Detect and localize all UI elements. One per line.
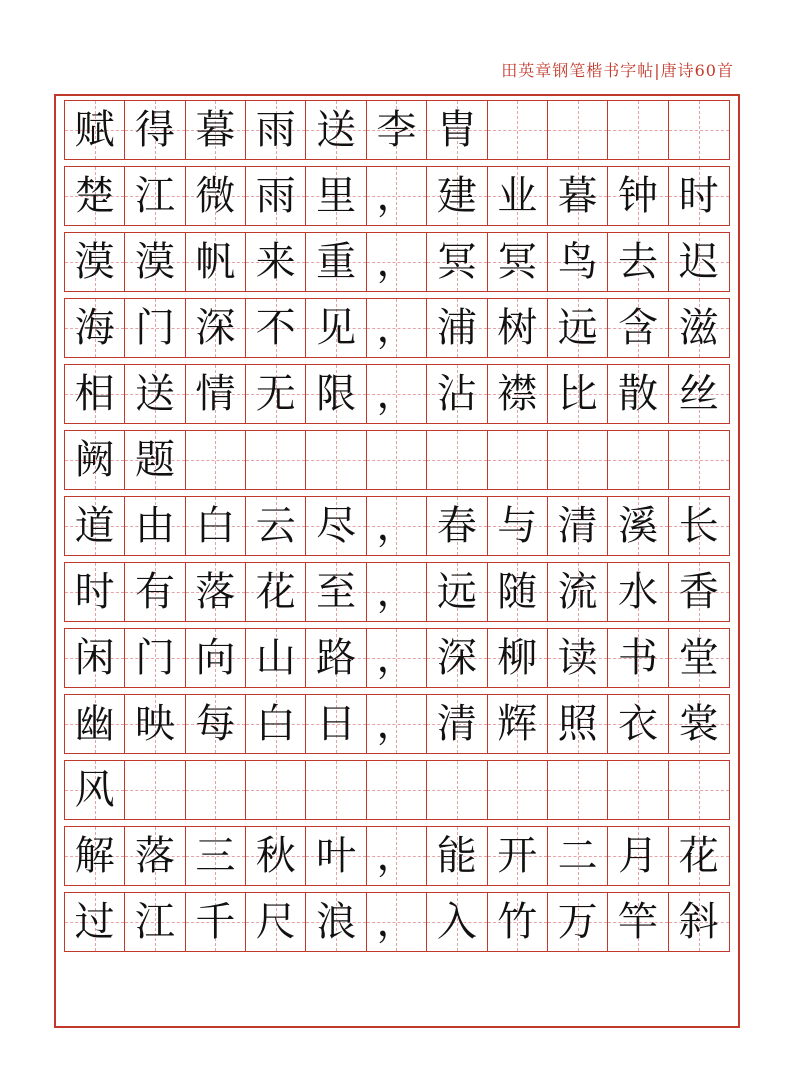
cell-character: ， [376,305,417,351]
cell-character: 辉 [497,701,538,747]
cell-character: 每 [195,701,236,747]
grid-cell [669,101,729,159]
grid-cell [608,365,668,423]
cell-character: 春 [436,503,477,549]
grid-cell [186,299,246,357]
cell-character: 斜 [678,899,719,945]
grid-cell [548,365,608,423]
grid-cell [65,101,125,159]
cell-character: 千 [195,899,236,945]
cell-character: 浦 [436,305,477,351]
cell-character: ， [376,635,417,681]
grid-row [64,232,730,292]
grid-cell [186,365,246,423]
practice-grid [64,100,730,952]
grid-cell [65,761,125,819]
grid-cell [306,497,366,555]
grid-cell [488,299,548,357]
grid-cell [427,167,487,225]
grid-cell [427,761,487,819]
grid-cell [246,827,306,885]
cell-character: 随 [497,569,538,615]
grid-cell [669,695,729,753]
grid-cell [427,497,487,555]
grid-cell [488,365,548,423]
cell-character: 冥 [497,239,538,285]
grid-cell [488,695,548,753]
cell-character: 江 [135,173,176,219]
grid-cell [427,365,487,423]
cell-character: 白 [195,503,236,549]
cell-character: 胄 [436,107,477,153]
cell-character: 相 [74,371,115,417]
cell-character: 建 [436,173,477,219]
cell-character: 照 [557,701,598,747]
cell-character: 沾 [436,371,477,417]
cell-character: 花 [678,833,719,879]
cell-character: 日 [316,701,357,747]
cell-character: 白 [255,701,296,747]
cell-character: 香 [678,569,719,615]
grid-cell [427,827,487,885]
grid-cell [488,563,548,621]
grid-cell [669,761,729,819]
cell-character: 雨 [255,173,296,219]
cell-character: ， [376,569,417,615]
grid-cell [65,299,125,357]
grid-cell [608,629,668,687]
cell-character: 开 [497,833,538,879]
cell-character: 重 [316,239,357,285]
grid-cell [125,695,185,753]
cell-character: 清 [557,503,598,549]
grid-cell [548,761,608,819]
cell-character: 门 [135,635,176,681]
grid-cell [367,497,427,555]
grid-cell [306,431,366,489]
grid-cell [488,233,548,291]
cell-character: 来 [255,239,296,285]
cell-character: 业 [497,173,538,219]
grid-cell [608,497,668,555]
grid-cell [246,497,306,555]
grid-cell [186,101,246,159]
grid-cell [65,431,125,489]
cell-character: 暮 [195,107,236,153]
grid-cell [306,233,366,291]
grid-cell [427,299,487,357]
grid-cell [65,629,125,687]
grid-cell [669,365,729,423]
grid-cell [246,761,306,819]
cell-character: 漠 [74,239,115,285]
cell-character: 读 [557,635,598,681]
cell-character: 远 [557,305,598,351]
cell-character: 鸟 [557,239,598,285]
cell-character: 柳 [497,635,538,681]
cell-character: 无 [255,371,296,417]
grid-cell [246,365,306,423]
cell-character: 由 [135,503,176,549]
grid-cell [488,101,548,159]
cell-character: 衣 [617,701,658,747]
grid-cell [367,695,427,753]
cell-character: ， [376,173,417,219]
grid-cell [306,827,366,885]
cell-character: 深 [436,635,477,681]
cell-character: 深 [195,305,236,351]
cell-character: 题 [135,437,176,483]
grid-cell [186,497,246,555]
cell-character: 门 [135,305,176,351]
cell-character: 秋 [255,833,296,879]
cell-character: 不 [255,305,296,351]
grid-cell [488,629,548,687]
cell-character: 李 [376,107,417,153]
cell-character: 里 [316,173,357,219]
cell-character: 入 [436,899,477,945]
cell-character: 限 [316,371,357,417]
grid-cell [427,629,487,687]
page-header: 田英章钢笔楷书字帖|唐诗60首 [501,61,734,80]
cell-character: 时 [74,569,115,615]
grid-cell [548,167,608,225]
cell-character: 散 [617,371,658,417]
grid-cell [125,431,185,489]
cell-character: ， [376,239,417,285]
cell-character: 赋 [74,107,115,153]
cell-character: 与 [497,503,538,549]
grid-cell [186,167,246,225]
grid-cell [186,431,246,489]
grid-cell [367,431,427,489]
grid-cell [186,827,246,885]
grid-cell [669,497,729,555]
cell-character: 三 [195,833,236,879]
grid-cell [548,299,608,357]
grid-cell [306,629,366,687]
grid-cell [125,365,185,423]
cell-character: 风 [74,767,115,813]
cell-character: 丝 [678,371,719,417]
grid-cell [548,563,608,621]
grid-cell [65,563,125,621]
grid-cell [65,695,125,753]
grid-cell [125,761,185,819]
grid-row [64,100,730,160]
cell-character: 见 [316,305,357,351]
cell-character: 叶 [316,833,357,879]
cell-character: 微 [195,173,236,219]
grid-cell [608,893,668,951]
grid-cell [65,497,125,555]
grid-cell [548,431,608,489]
cell-character: 海 [74,305,115,351]
grid-row [64,364,730,424]
cell-character: 清 [436,701,477,747]
grid-cell [125,497,185,555]
grid-cell [246,431,306,489]
grid-row [64,892,730,952]
grid-cell [367,563,427,621]
grid-cell [306,695,366,753]
grid-cell [669,827,729,885]
grid-cell [186,233,246,291]
cell-character: 暮 [557,173,598,219]
grid-cell [125,893,185,951]
cell-character: 楚 [74,173,115,219]
grid-cell [306,365,366,423]
cell-character: 裳 [678,701,719,747]
grid-cell [186,761,246,819]
grid-row [64,760,730,820]
grid-cell [306,761,366,819]
grid-cell [306,167,366,225]
cell-character: 过 [74,899,115,945]
grid-cell [306,299,366,357]
cell-character: ， [376,371,417,417]
cell-character: 落 [135,833,176,879]
grid-cell [488,497,548,555]
grid-cell [125,233,185,291]
grid-cell [608,299,668,357]
grid-cell [608,167,668,225]
grid-row [64,298,730,358]
grid-cell [427,431,487,489]
cell-character: 含 [617,305,658,351]
grid-cell [427,893,487,951]
cell-character: 江 [135,899,176,945]
grid-cell [427,101,487,159]
cell-character: 送 [135,371,176,417]
cell-character: 漠 [135,239,176,285]
grid-cell [186,563,246,621]
grid-cell [125,101,185,159]
grid-cell [186,629,246,687]
cell-character: 长 [678,503,719,549]
cell-character: 二 [557,833,598,879]
grid-cell [367,893,427,951]
cell-character: 冥 [436,239,477,285]
grid-cell [669,233,729,291]
cell-character: 向 [195,635,236,681]
grid-cell [65,167,125,225]
grid-cell [367,299,427,357]
grid-cell [427,563,487,621]
grid-cell [608,827,668,885]
grid-cell [367,761,427,819]
grid-cell [367,101,427,159]
cell-character: ， [376,701,417,747]
grid-cell [125,827,185,885]
cell-character: 万 [557,899,598,945]
grid-cell [608,431,668,489]
grid-cell [306,101,366,159]
cell-character: 幽 [74,701,115,747]
cell-character: 花 [255,569,296,615]
grid-cell [608,233,668,291]
grid-cell [306,563,366,621]
grid-cell [488,431,548,489]
grid-cell [608,563,668,621]
cell-character: 有 [135,569,176,615]
cell-character: 迟 [678,239,719,285]
grid-row [64,694,730,754]
grid-cell [548,497,608,555]
cell-character: 襟 [497,371,538,417]
grid-cell [367,629,427,687]
grid-cell [306,893,366,951]
cell-character: 得 [135,107,176,153]
cell-character: 能 [436,833,477,879]
grid-cell [488,827,548,885]
cell-character: 钟 [617,173,658,219]
grid-cell [65,893,125,951]
cell-character: ， [376,833,417,879]
cell-character: 阙 [74,437,115,483]
grid-cell [367,827,427,885]
cell-character: 竹 [497,899,538,945]
cell-character: 尺 [255,899,296,945]
grid-row [64,166,730,226]
grid-cell [548,695,608,753]
cell-character: 堂 [678,635,719,681]
grid-cell [427,695,487,753]
grid-cell [669,167,729,225]
cell-character: 雨 [255,107,296,153]
grid-cell [125,563,185,621]
grid-cell [367,233,427,291]
cell-character: 月 [617,833,658,879]
grid-cell [246,167,306,225]
grid-cell [125,299,185,357]
grid-row [64,430,730,490]
cell-character: 落 [195,569,236,615]
cell-character: 帆 [195,239,236,285]
grid-cell [246,563,306,621]
grid-cell [125,629,185,687]
cell-character: 竿 [617,899,658,945]
cell-character: 水 [617,569,658,615]
grid-row [64,628,730,688]
grid-cell [125,167,185,225]
grid-cell [186,893,246,951]
cell-character: 去 [617,239,658,285]
cell-character: ， [376,899,417,945]
grid-cell [548,827,608,885]
cell-character: 云 [255,503,296,549]
grid-cell [186,695,246,753]
grid-row [64,496,730,556]
grid-row [64,826,730,886]
cell-character: 映 [135,701,176,747]
grid-cell [548,233,608,291]
cell-character: 送 [316,107,357,153]
grid-cell [246,299,306,357]
cell-character: 解 [74,833,115,879]
cell-character: 情 [195,371,236,417]
cell-character: 比 [557,371,598,417]
grid-cell [367,365,427,423]
cell-character: 书 [617,635,658,681]
grid-cell [246,101,306,159]
cell-character: 流 [557,569,598,615]
cell-character: 山 [255,635,296,681]
cell-character: 闲 [74,635,115,681]
grid-cell [246,233,306,291]
grid-cell [488,167,548,225]
grid-cell [548,629,608,687]
cell-character: 浪 [316,899,357,945]
grid-cell [548,893,608,951]
grid-cell [488,893,548,951]
grid-cell [367,167,427,225]
grid-cell [548,101,608,159]
grid-cell [246,629,306,687]
cell-character: 树 [497,305,538,351]
grid-cell [65,827,125,885]
cell-character: 远 [436,569,477,615]
cell-character: 路 [316,635,357,681]
grid-cell [488,761,548,819]
grid-row [64,562,730,622]
grid-cell [246,893,306,951]
grid-cell [608,695,668,753]
cell-character: ， [376,503,417,549]
cell-character: 至 [316,569,357,615]
grid-cell [246,695,306,753]
grid-cell [669,299,729,357]
cell-character: 道 [74,503,115,549]
grid-cell [65,365,125,423]
cell-character: 时 [678,173,719,219]
grid-cell [608,101,668,159]
cell-character: 滋 [678,305,719,351]
grid-cell [608,761,668,819]
grid-cell [427,233,487,291]
cell-character: 尽 [316,503,357,549]
grid-cell [669,431,729,489]
grid-cell [65,233,125,291]
grid-cell [669,563,729,621]
cell-character: 溪 [617,503,658,549]
grid-cell [669,629,729,687]
grid-cell [669,893,729,951]
